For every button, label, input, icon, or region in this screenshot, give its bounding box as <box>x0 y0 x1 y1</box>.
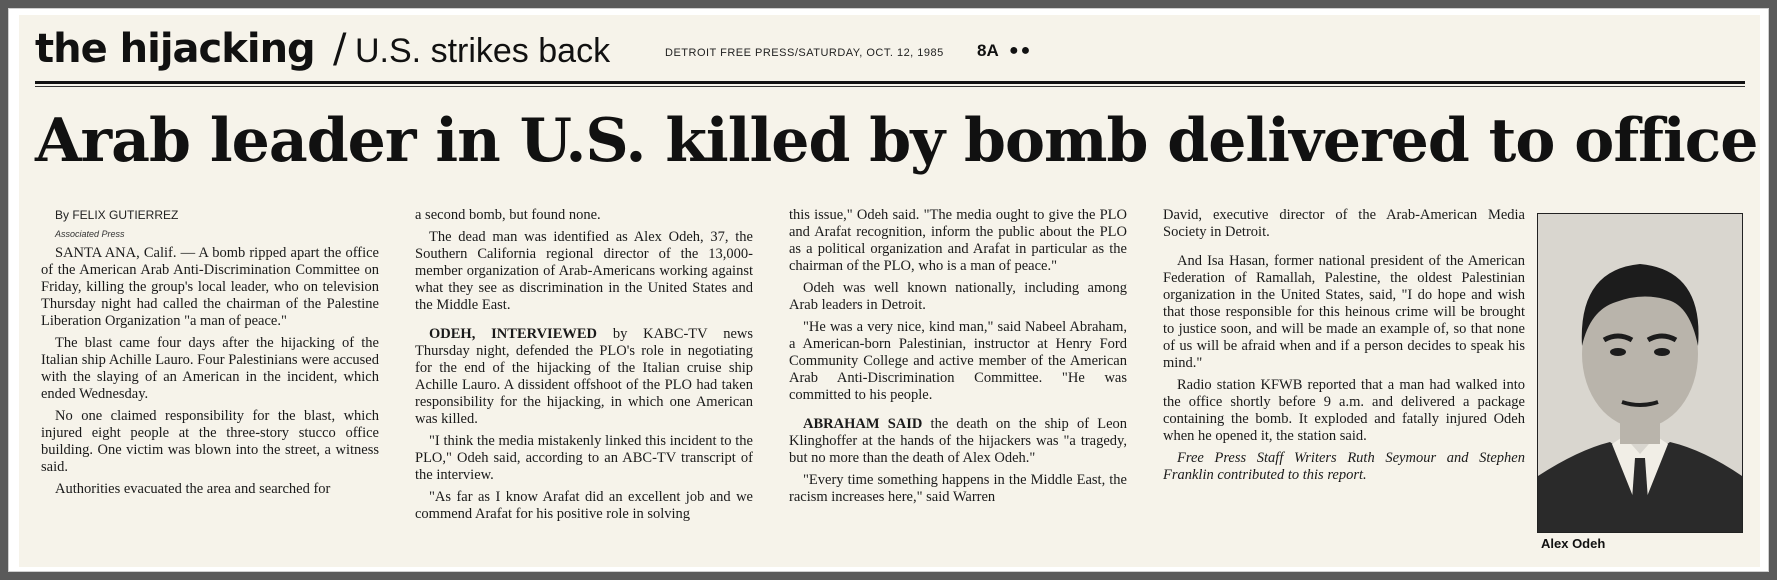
header-rule-thick <box>35 81 1745 84</box>
paragraph-runin <box>415 326 753 428</box>
kicker-slash: / <box>333 26 347 72</box>
article-column-4 <box>1163 207 1525 489</box>
runin-head: ODEH, INTERVIEWED <box>429 326 598 342</box>
paragraph: David, executive director of the Arab-American Media Society in Detroit. <box>1163 207 1525 240</box>
article-column-2 <box>415 207 753 528</box>
paragraph: The blast came four days after the hijacking of the Italian ship Achille Lauro. Four Palestinians were accused with the slaying of an American in the incident, which ended Wednesday. <box>41 335 379 402</box>
paragraph: No one claimed responsibility for the blast, which injured eight people at the three-story stucco office building. One victim was blown into the street, a witness said. <box>41 408 379 475</box>
byline: By FELIX GUTIERREZ <box>55 208 179 222</box>
article-column-3 <box>789 207 1127 511</box>
paragraph: Radio station KFWB reported that a man had walked into the office shortly before 9 a.m. and delivered a package containing the bomb. It exploded and fatally injured Odeh when he opened it, the station said. <box>1163 377 1525 444</box>
dateline: DETROIT FREE PRESS/SATURDAY, OCT. 12, 1985 <box>665 47 944 59</box>
paragraph: Odeh was well known nationally, including among Arab leaders in Detroit. <box>789 280 1127 313</box>
page-number: 8A <box>977 41 999 60</box>
paragraph: "Every time something happens in the Middle East, the racism increases here," said Warren <box>789 472 1127 505</box>
paragraph: And Isa Hasan, former national president of the American Federation of Ramallah, Palestine, the oldest Palestinian organization in the United States, said, "I do hope and wish that those responsible for this heinous crime will be brought to justice soon, and will be made an example of, so that none of us will be afraid when and if a person decides to speak his mind." <box>1163 253 1525 371</box>
paragraph-text: by KABC-TV news Thursday night, defended the PLO's role in negotiating for the end of the hijacking of the Italian cruise ship Achille Lauro. A dissident offshoot of the PLO had taken responsibility for the hijacking, in which one American was killed. <box>415 326 753 427</box>
paragraph-runin <box>789 416 1127 467</box>
article-column-1 <box>41 207 379 503</box>
contributor-credit: Free Press Staff Writers Ruth Seymour and Stephen Franklin contributed to this report. <box>1163 450 1525 483</box>
clipping-frame <box>8 8 1769 572</box>
portrait-photo <box>1537 213 1743 533</box>
paragraph: Authorities evacuated the area and searched for <box>55 481 331 497</box>
runin-head: ABRAHAM SAID <box>803 416 923 432</box>
paragraph: The dead man was identified as Alex Odeh, 37, the Southern California regional director of the 13,000-member organization of Arab-Americans working against what they see as discrimination in the United States and the Middle East. <box>415 229 753 313</box>
paragraph: "As far as I know Arafat did an excellent job and we commend Arafat for his positive role in solving <box>415 489 753 522</box>
paragraph: SANTA ANA, Calif. — A bomb ripped apart the office of the American Arab Anti-Discrimination Committee on Friday, killing the group's local leader, who on television Thursday night had called the chairman of the Palestine Liberation Organization "a man of peace." <box>41 245 379 329</box>
headline: Arab leader in U.S. killed by bomb delivered to office <box>35 106 1758 176</box>
agency-credit: Associated Press <box>55 229 125 239</box>
paragraph: "I think the media mistakenly linked this incident to the PLO," Odeh said, according to an ABC-TV transcript of the interview. <box>415 433 753 483</box>
section-subkicker: U.S. strikes back <box>355 32 611 70</box>
paragraph: "He was a very nice, kind man," said Nabeel Abraham, a American-born Palestinian, instructor at Henry Ford Community College and active member of the American Arab Anti-Discrimination Committee. "He was committed to his people. <box>789 319 1127 403</box>
portrait-illustration <box>1538 214 1742 532</box>
section-kicker: the hijacking <box>35 26 315 72</box>
paragraph: a second bomb, but found none. <box>415 207 601 223</box>
edition-dots: ●● <box>1009 42 1033 59</box>
photo-caption: Alex Odeh <box>1541 536 1606 551</box>
paragraph-text: the death on the ship of Leon Klinghoffer at the hands of the hijackers was "a tragedy, but no more than the death of Alex Odeh." <box>789 416 1128 466</box>
newspaper-page <box>19 15 1760 567</box>
paragraph: this issue," Odeh said. "The media ought to give the PLO and Arafat recognition, inform the public about the PLO as a political organization and Arafat in particular as the chairman of the PLO, who is a man of peace." <box>789 207 1127 274</box>
header-rule-thin <box>35 86 1745 87</box>
section-header <box>35 23 1745 75</box>
